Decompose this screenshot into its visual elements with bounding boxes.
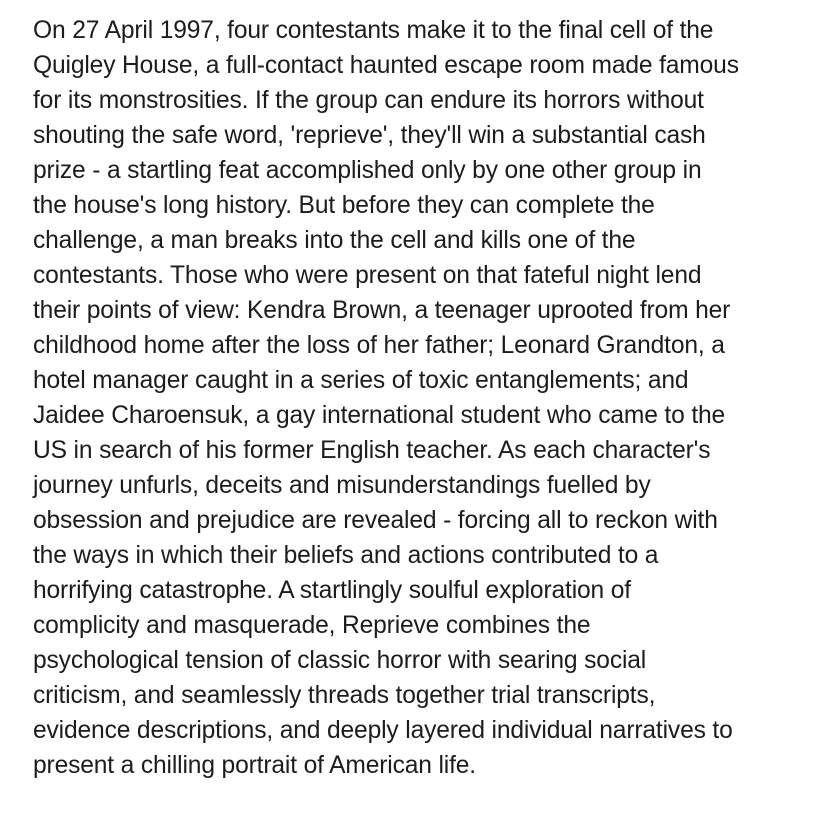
synopsis-paragraph (33, 13, 823, 783)
text-line: prize - a startling feat accomplished only by one other group in (33, 157, 702, 184)
text-line: hotel manager caught in a series of toxic entanglements; and (33, 367, 689, 394)
text-line: On 27 April 1997, four contestants make it to the final cell of the (33, 17, 714, 44)
text-line: Quigley House, a full-contact haunted escape room made famous (33, 52, 739, 79)
text-line: horrifying catastrophe. A startlingly soulful exploration of (33, 577, 631, 604)
text-line: US in search of his former English teacher. As each character's (33, 437, 711, 464)
text-line: the house's long history. But before they can complete the (33, 192, 655, 219)
text-line: journey unfurls, deceits and misunderstandings fuelled by (33, 472, 651, 499)
text-line: present a chilling portrait of American life. (33, 752, 476, 779)
text-line: their points of view: Kendra Brown, a teenager uprooted from her (33, 297, 731, 324)
text-line: contestants. Those who were present on that fateful night lend (33, 262, 702, 289)
text-line: obsession and prejudice are revealed - forcing all to reckon with (33, 507, 718, 534)
text-line: the ways in which their beliefs and actions contributed to a (33, 542, 659, 569)
text-line: Jaidee Charoensuk, a gay international student who came to the (33, 402, 726, 429)
text-line: evidence descriptions, and deeply layered individual narratives to (33, 717, 733, 744)
text-line: psychological tension of classic horror with searing social (33, 647, 647, 674)
text-line: criticism, and seamlessly threads together trial transcripts, (33, 682, 656, 709)
text-line: complicity and masquerade, Reprieve combines the (33, 612, 591, 639)
text-line: childhood home after the loss of her father; Leonard Grandton, a (33, 332, 725, 359)
text-line: for its monstrosities. If the group can endure its horrors without (33, 87, 704, 114)
text-line: challenge, a man breaks into the cell and kills one of the (33, 227, 636, 254)
text-line: shouting the safe word, 'reprieve', they'll win a substantial cash (33, 122, 706, 149)
